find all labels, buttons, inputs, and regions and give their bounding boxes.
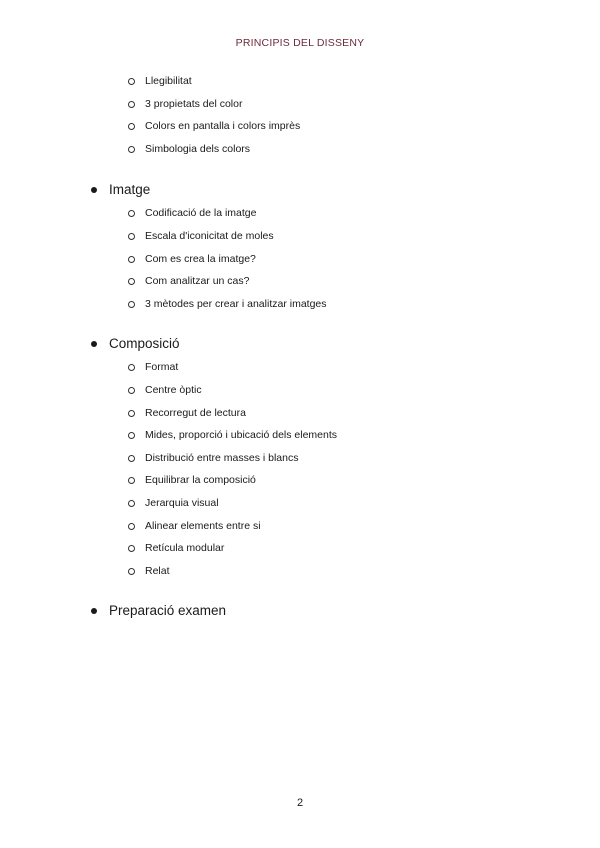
- list-item-text: Jerarquia visual: [145, 496, 219, 509]
- list-item: [0, 469, 600, 492]
- hollow-bullet-icon: [128, 432, 135, 439]
- list-item-text: 3 mètodes per crear i analitzar imatges: [145, 297, 327, 310]
- list-item: [0, 447, 600, 470]
- hollow-bullet-icon: [128, 78, 135, 85]
- list-item-text: Retícula modular: [145, 542, 225, 555]
- hollow-bullet-icon: [128, 233, 135, 240]
- list-item-text: 3 propietats del color: [145, 97, 243, 110]
- list-item: [0, 293, 600, 316]
- list-item-text: Mides, proporció i ubicació dels elements: [145, 429, 338, 442]
- section-title: Preparació examen: [109, 603, 227, 619]
- list-item: [0, 424, 600, 447]
- hollow-bullet-icon: [128, 146, 135, 153]
- list-item: [0, 248, 600, 271]
- list-item-text: Simbologia dels colors: [145, 142, 251, 155]
- list-item-text: Alinear elements entre si: [145, 519, 261, 532]
- list-item-text: Com es crea la imatge?: [145, 252, 256, 265]
- list-item: [0, 93, 600, 116]
- page-number: 2: [296, 797, 304, 809]
- list-item: [0, 379, 600, 402]
- page-header: PRINCIPIS DEL DISSENY: [235, 37, 365, 49]
- hollow-bullet-icon: [128, 256, 135, 263]
- list-item-text: Relat: [145, 564, 170, 577]
- list-item: [0, 515, 600, 538]
- list-item-text: Com analitzar un cas?: [145, 275, 250, 288]
- intro-sublist: [0, 70, 600, 160]
- list-item-text: Llegibilitat: [145, 75, 192, 87]
- hollow-bullet-icon: [128, 278, 135, 285]
- section-heading-preparacio-examen: [0, 599, 600, 623]
- list-item: [0, 270, 600, 293]
- composicio-sublist: [0, 356, 600, 582]
- list-item-text: Colors en pantalla i colors imprès: [145, 120, 301, 133]
- section-title: Composició: [109, 336, 180, 352]
- section-heading-composicio: [0, 332, 600, 356]
- section-title: Imatge: [109, 182, 151, 198]
- filled-bullet-icon: [91, 341, 97, 347]
- list-item-text: Format: [145, 361, 179, 374]
- list-item: [0, 537, 600, 560]
- hollow-bullet-icon: [128, 545, 135, 552]
- list-item: [0, 225, 600, 248]
- hollow-bullet-icon: [128, 101, 135, 108]
- list-item: [0, 70, 600, 93]
- list-item-text: Codificació de la imatge: [145, 207, 257, 220]
- hollow-bullet-icon: [128, 410, 135, 417]
- filled-bullet-icon: [91, 608, 97, 614]
- list-item: [0, 356, 600, 379]
- list-item: [0, 492, 600, 515]
- section-heading-imatge: [0, 178, 600, 202]
- hollow-bullet-icon: [128, 301, 135, 308]
- hollow-bullet-icon: [128, 523, 135, 530]
- list-item-text: Escala d'iconicitat de moles: [145, 229, 274, 242]
- list-item-text: Distribució entre masses i blancs: [145, 451, 299, 464]
- hollow-bullet-icon: [128, 477, 135, 484]
- imatge-sublist: [0, 202, 600, 315]
- hollow-bullet-icon: [128, 387, 135, 394]
- hollow-bullet-icon: [128, 500, 135, 507]
- list-item-text: Equilibrar la composició: [145, 474, 256, 487]
- list-item-text: Centre òptic: [145, 383, 202, 396]
- list-item: [0, 402, 600, 425]
- list-item: [0, 560, 600, 583]
- filled-bullet-icon: [91, 187, 97, 193]
- list-item-text: Recorregut de lectura: [145, 406, 246, 419]
- hollow-bullet-icon: [128, 123, 135, 130]
- list-item: [0, 138, 600, 161]
- hollow-bullet-icon: [128, 210, 135, 217]
- hollow-bullet-icon: [128, 568, 135, 575]
- list-item: [0, 202, 600, 225]
- hollow-bullet-icon: [128, 455, 135, 462]
- list-item: [0, 115, 600, 138]
- document-body: [0, 70, 600, 623]
- hollow-bullet-icon: [128, 364, 135, 371]
